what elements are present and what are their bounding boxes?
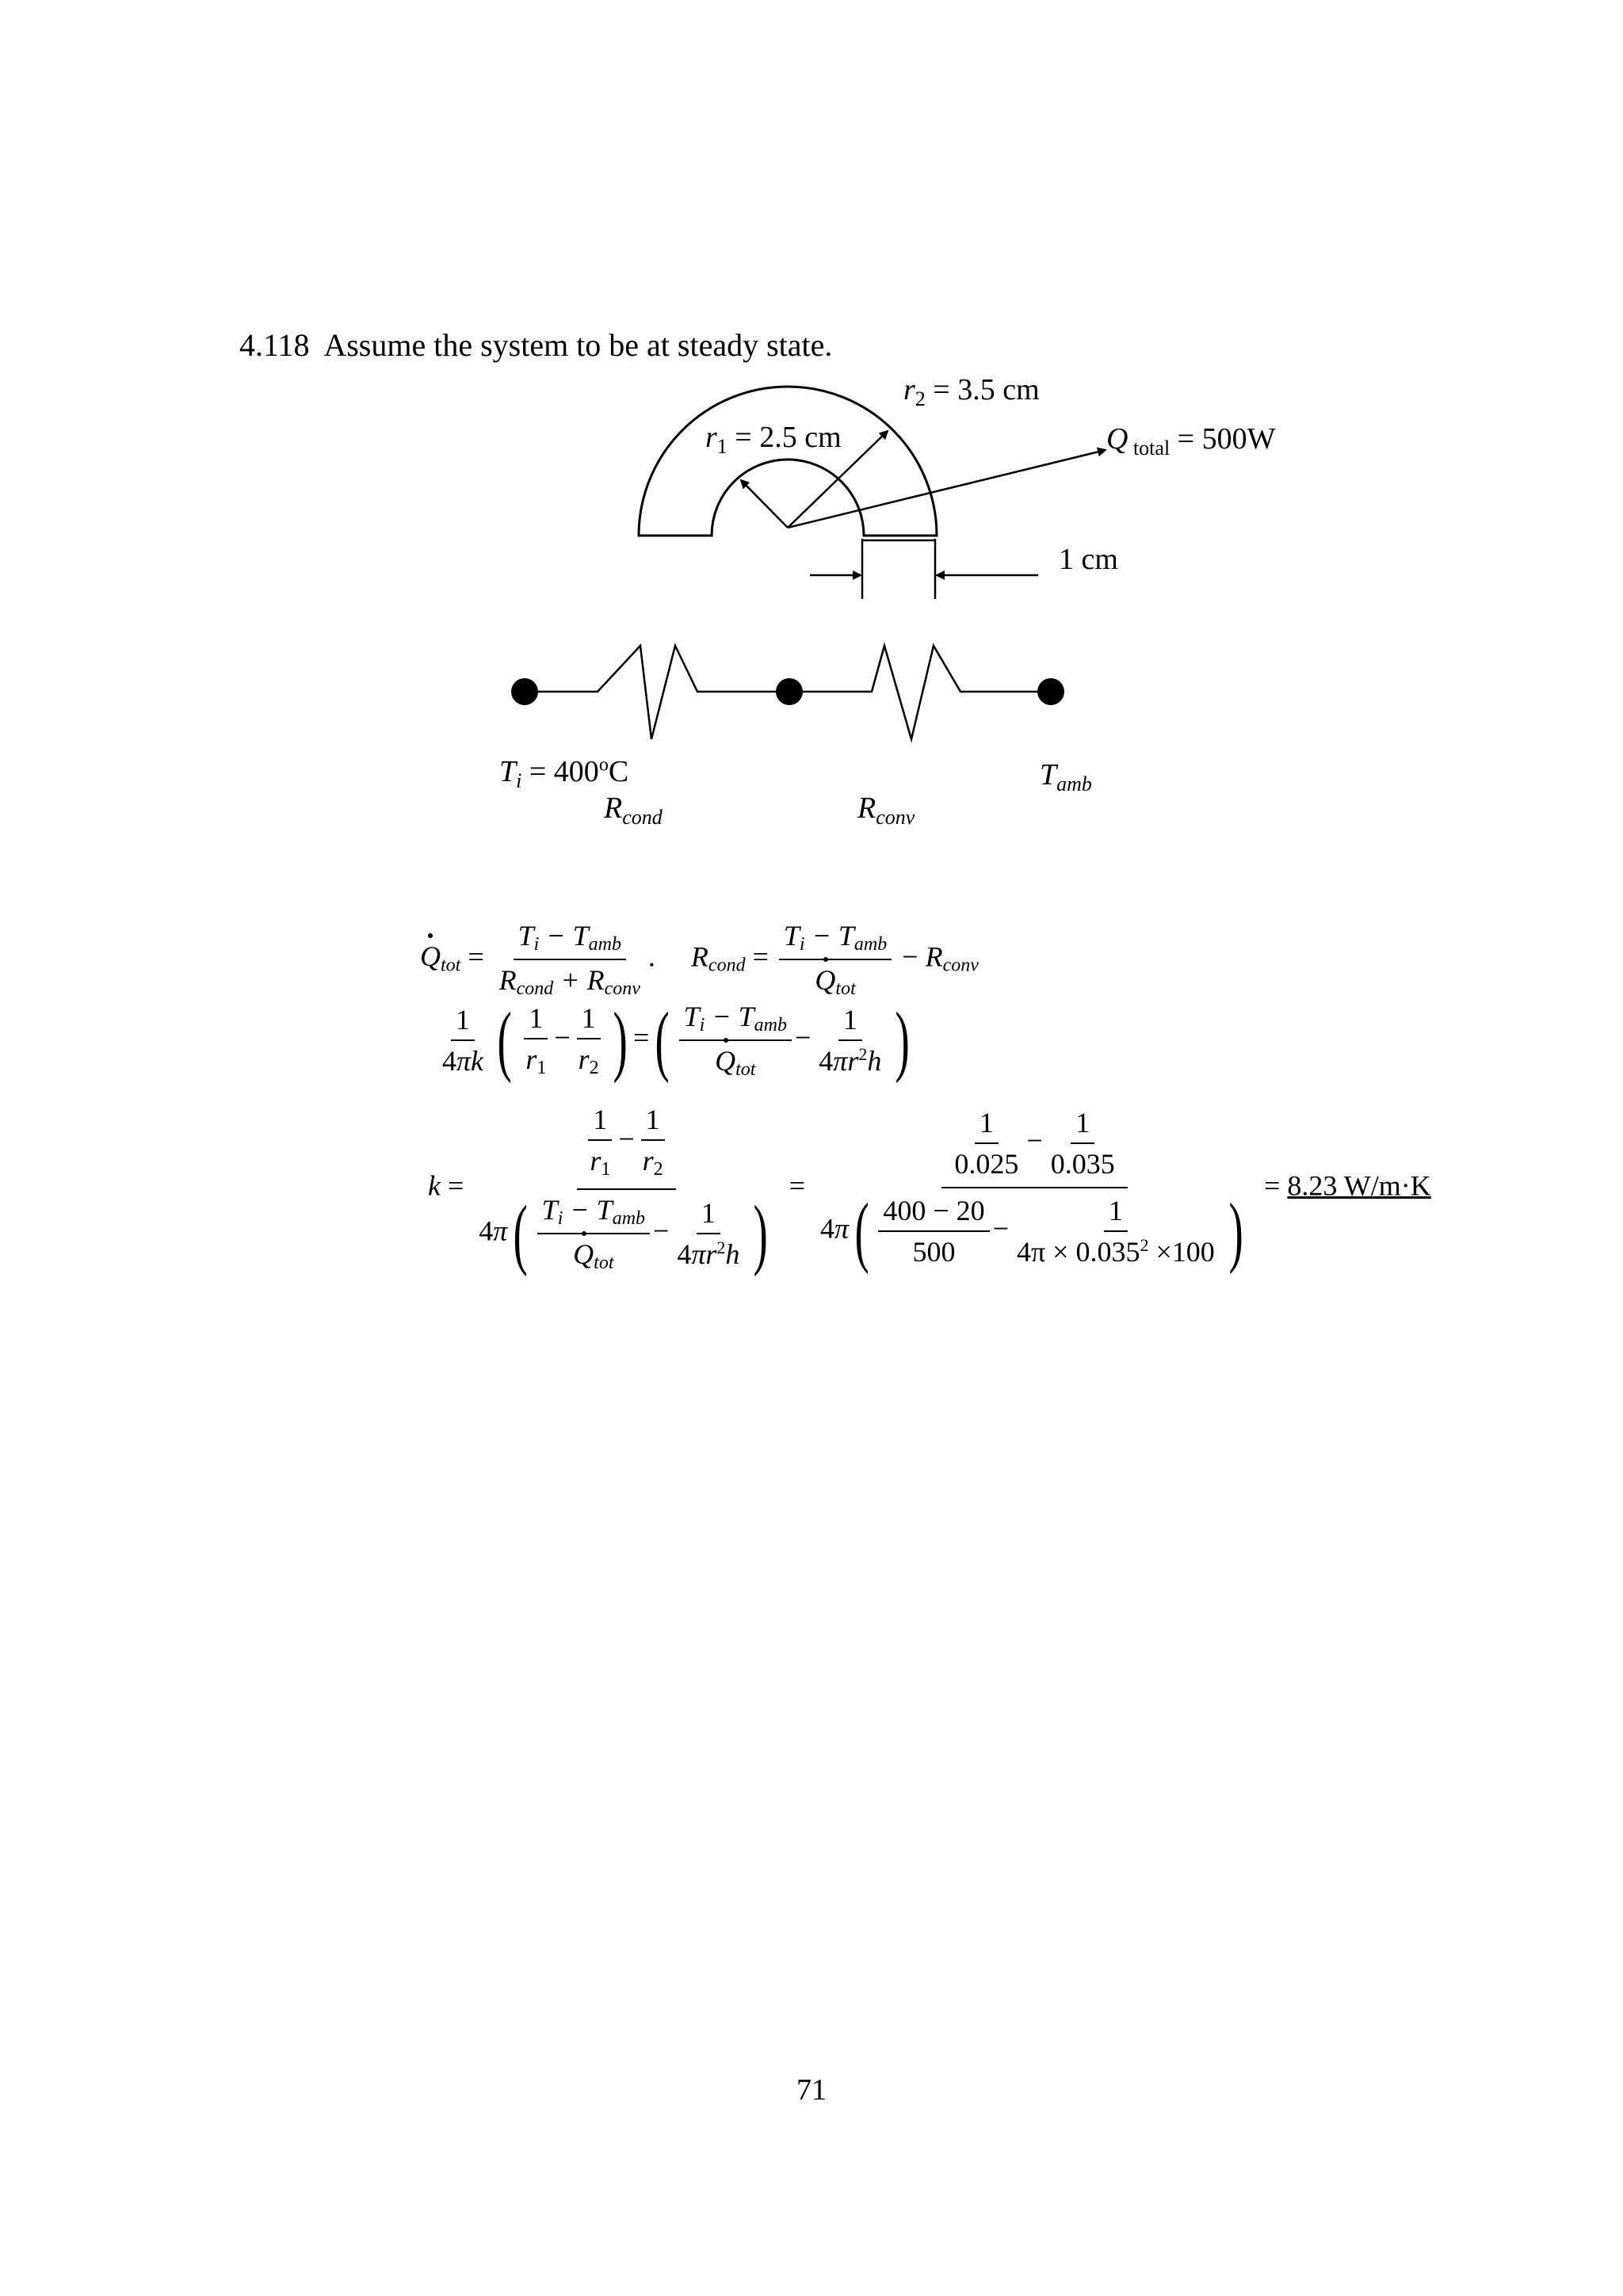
value-temp-diff: 400 − 20 bbox=[878, 1194, 989, 1232]
rconv-label: $R_{conv}$ bbox=[857, 791, 915, 829]
result-value: 8.23 W/m·K bbox=[1287, 1169, 1431, 1202]
node-ti bbox=[511, 678, 538, 705]
thickness-label: 1 cm bbox=[1059, 543, 1118, 576]
equation-conductivity: k = $\frac{1}{r1}$ − $\frac{1}{r2}$ 4π( $\frac{\text{Ti − Tamb}}{\text{Qtot}}$ − $\frac{1}{4\pi r^2h}$ ) = $\frac{1}{0.025}$ − $\frac{1}{0.035}$ 4π( $\frac{400 - 20}{500}$ − $\frac{1}{4\pi \times 0.035^2 \times 100}$ ) = 8.23 W/m·K bbox=[428, 1104, 1431, 1277]
problem-text: Assume the system to be at steady state. bbox=[323, 327, 833, 363]
value-r1: 0.025 bbox=[954, 1148, 1019, 1180]
value-r2: 0.035 bbox=[1050, 1148, 1115, 1180]
page-number: 71 bbox=[796, 2073, 827, 2107]
q-total-label: Q $_{total}$ = 500W bbox=[1106, 422, 1276, 460]
hemisphere-shell bbox=[639, 387, 937, 536]
problem-number: 4.118 bbox=[239, 327, 310, 363]
value-den-term: 4π × 0.035 bbox=[1017, 1236, 1140, 1268]
equation-resistance: $\frac{1}{4\pi k}$ ( $\frac{1}{r1}$ − $\frac{1}{r2}$ ) =( $\frac{\text{Ti − Tamb}}{\text{Qtot}}$ − $\frac{1}{4\pi r^2h}$ ) bbox=[442, 996, 911, 1084]
ti-label: $T_i = 400^oC$ bbox=[499, 754, 629, 792]
node-mid bbox=[776, 678, 803, 705]
value-q: 500 bbox=[912, 1236, 956, 1268]
q-arrow bbox=[788, 450, 1106, 528]
node-tamb bbox=[1037, 678, 1064, 705]
equation-heat-rate: Qtot = $\frac{\text{Ti − Tamb}}{\text{Rcond + Rconv}}$ . Rcond = $\frac{\text{Ti − Tamb}}{\text{Qtot}}$ − Rconv bbox=[420, 920, 979, 999]
tamb-label: $T_{amb}$ bbox=[1040, 758, 1092, 795]
r1-label: $r_1 = 2.5$ cm bbox=[705, 421, 842, 458]
rcond-label: $R_{cond}$ bbox=[604, 791, 663, 829]
r1-arrow bbox=[741, 480, 788, 528]
r2-label: $r_2 = 3.5$ cm bbox=[903, 373, 1040, 410]
